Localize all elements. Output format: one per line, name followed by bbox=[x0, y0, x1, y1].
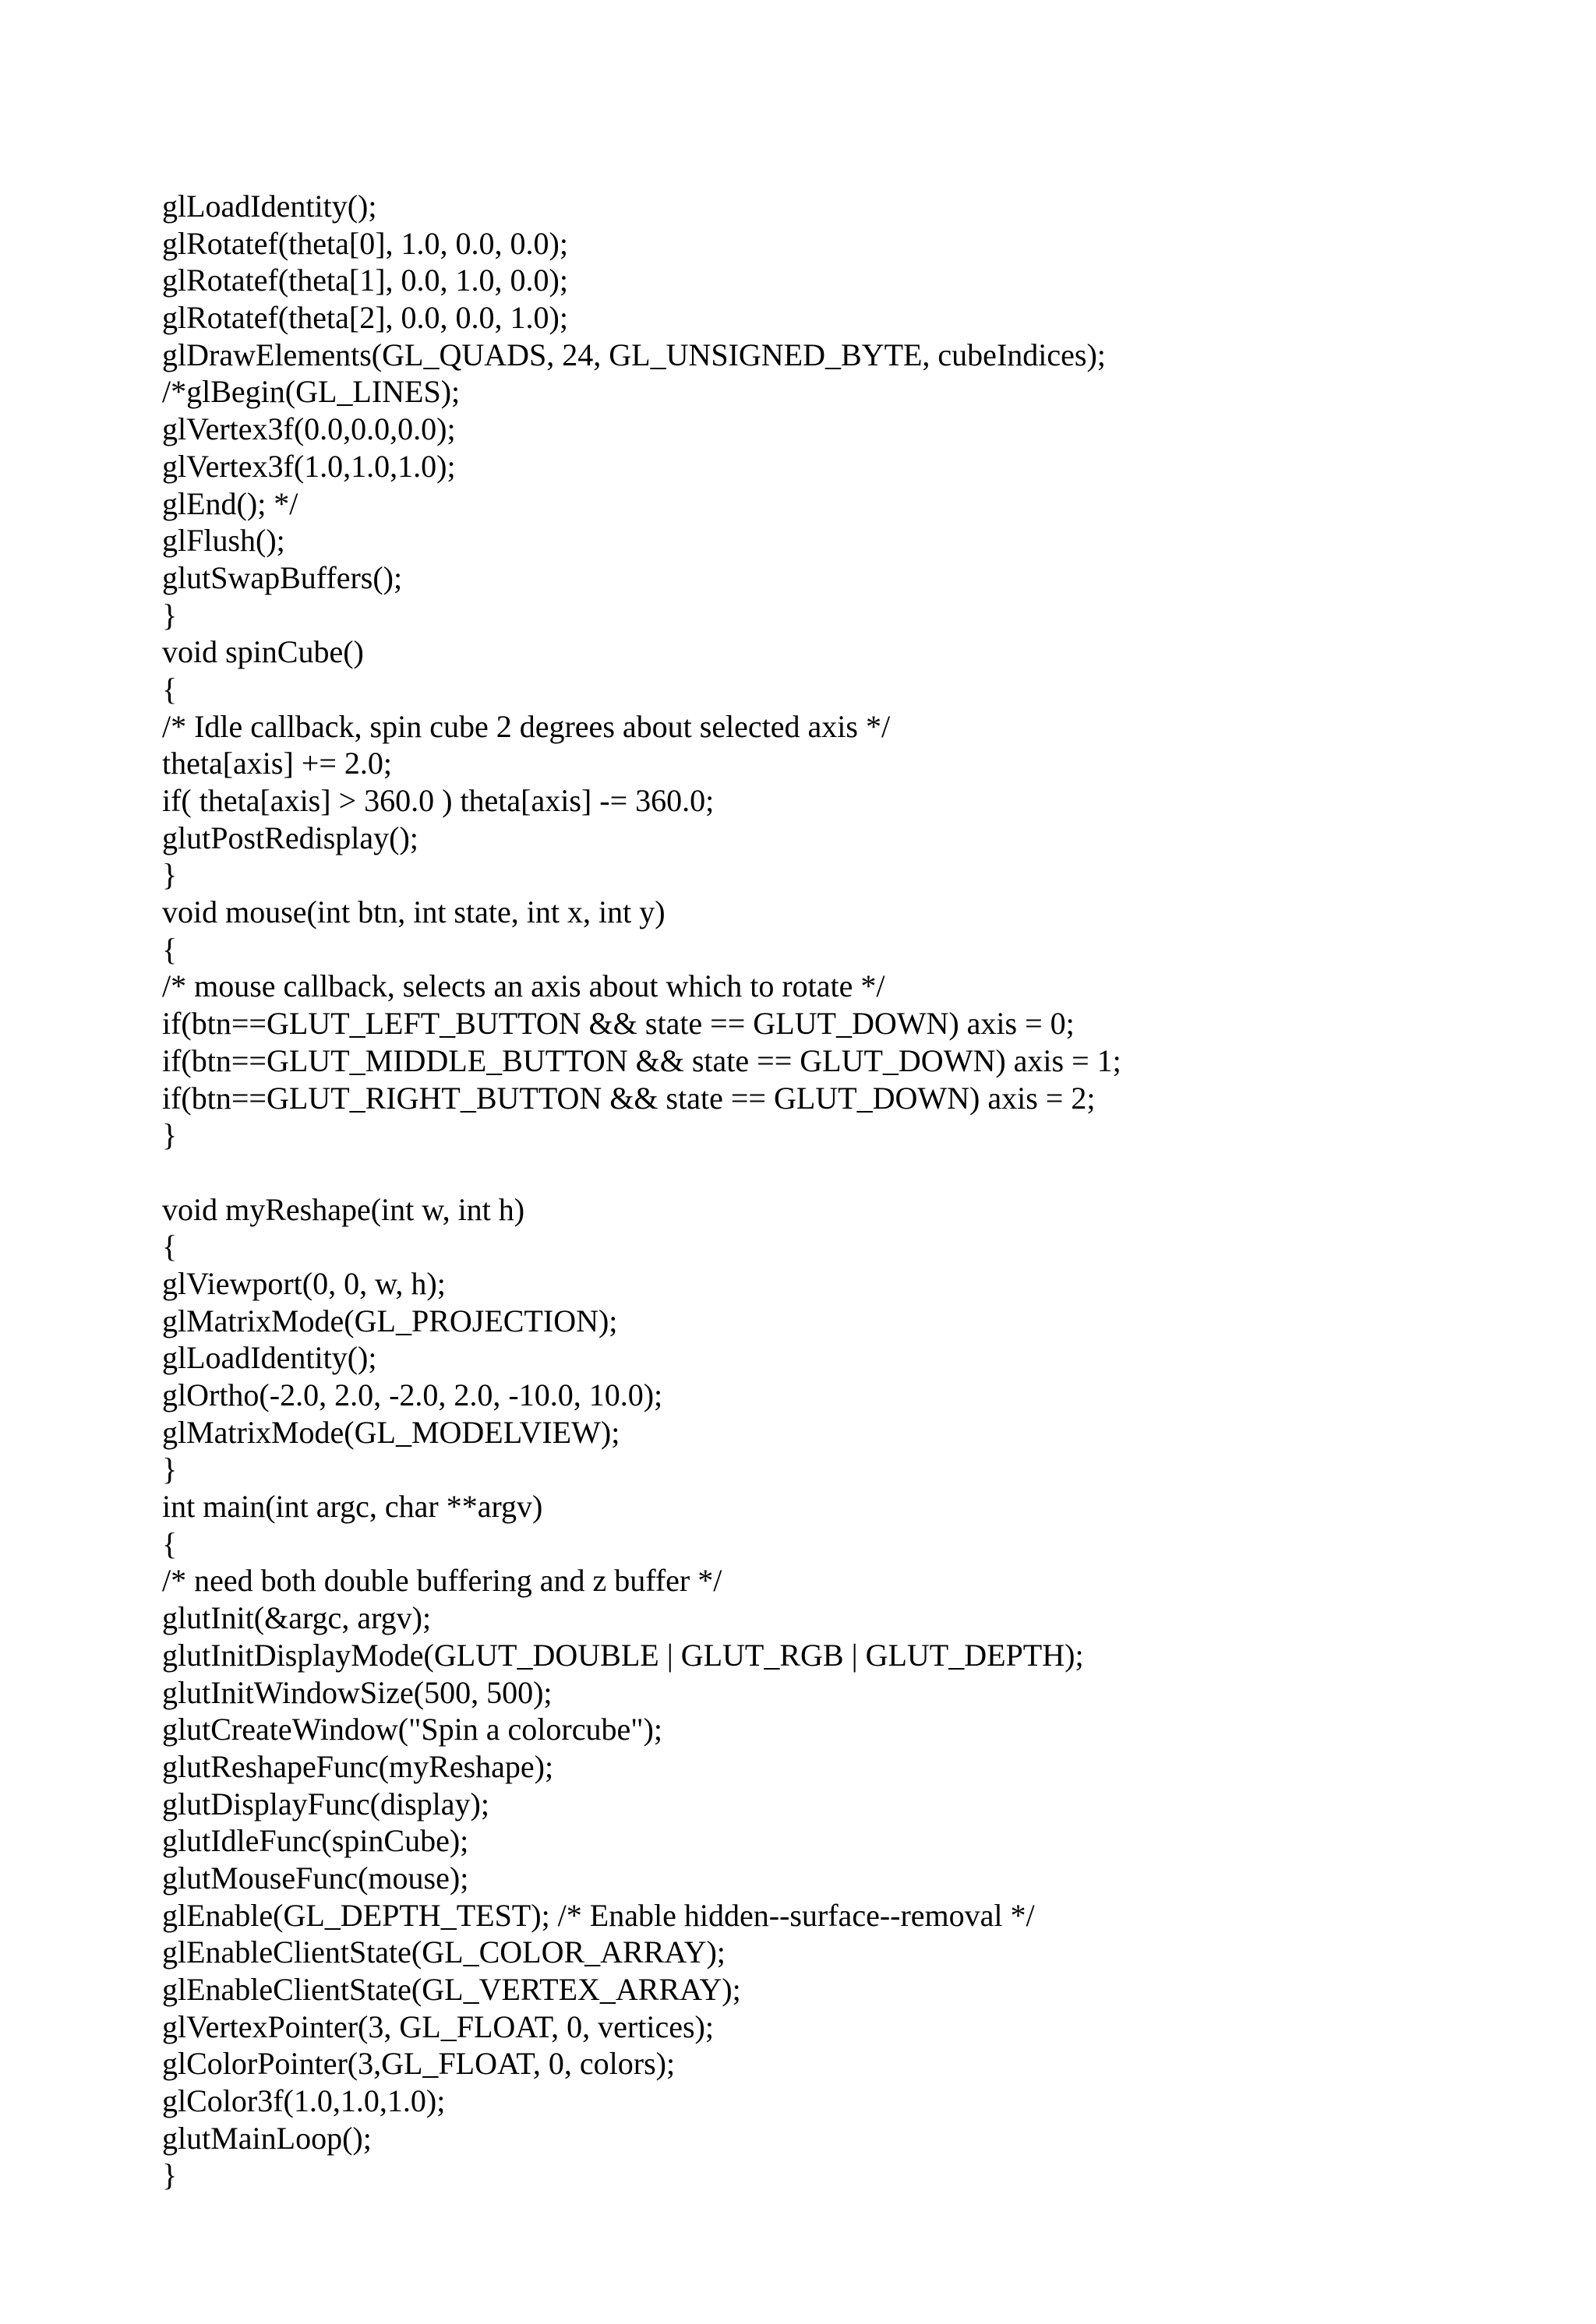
code-line: glVertexPointer(3, GL_FLOAT, 0, vertices); bbox=[162, 2008, 714, 2044]
code-line: void spinCube() bbox=[162, 634, 364, 670]
code-line: { bbox=[162, 671, 178, 707]
code-line: glutInitDisplayMode(GLUT_DOUBLE | GLUT_RGB | GLUT_DEPTH); bbox=[162, 1637, 1084, 1673]
code-line: glutPostRedisplay(); bbox=[162, 820, 418, 855]
code-line: glRotatef(theta[1], 0.0, 1.0, 0.0); bbox=[162, 263, 568, 298]
code-line: theta[axis] += 2.0; bbox=[162, 746, 393, 781]
code-line: glEnable(GL_DEPTH_TEST); /* Enable hidden--surface--removal */ bbox=[162, 1897, 1035, 1933]
code-line: glutInitWindowSize(500, 500); bbox=[162, 1674, 553, 1710]
code-line bbox=[162, 1154, 1121, 1191]
code-line: /* mouse callback, selects an axis about which to rotate */ bbox=[162, 968, 885, 1004]
code-line: } bbox=[162, 597, 178, 633]
code-line: glutDisplayFunc(display); bbox=[162, 1786, 489, 1821]
code-line: void mouse(int btn, int state, int x, int y) bbox=[162, 894, 666, 930]
code-listing bbox=[162, 188, 1121, 2194]
code-line: glutMainLoop(); bbox=[162, 2120, 372, 2156]
code-line: int main(int argc, char **argv) bbox=[162, 1489, 543, 1525]
code-line: glVertex3f(1.0,1.0,1.0); bbox=[162, 448, 456, 484]
code-line: glutMouseFunc(mouse); bbox=[162, 1860, 469, 1896]
code-line: glutReshapeFunc(myReshape); bbox=[162, 1748, 554, 1784]
code-line: glLoadIdentity(); bbox=[162, 1340, 377, 1376]
code-line: glViewport(0, 0, w, h); bbox=[162, 1265, 446, 1301]
code-line: if(btn==GLUT_RIGHT_BUTTON && state == GLUT_DOWN) axis = 2; bbox=[162, 1080, 1096, 1116]
code-line: } bbox=[162, 1451, 178, 1487]
code-line: glutIdleFunc(spinCube); bbox=[162, 1823, 469, 1859]
code-line: glDrawElements(GL_QUADS, 24, GL_UNSIGNED_BYTE, cubeIndices); bbox=[162, 337, 1106, 372]
code-line: glutInit(&argc, argv); bbox=[162, 1600, 432, 1636]
code-line: glEnableClientState(GL_COLOR_ARRAY); bbox=[162, 1934, 726, 1970]
code-line: { bbox=[162, 1229, 178, 1264]
code-line: { bbox=[162, 1525, 178, 1561]
code-line: glEnd(); */ bbox=[162, 485, 298, 521]
code-line: } bbox=[162, 857, 178, 893]
code-line: glRotatef(theta[2], 0.0, 0.0, 1.0); bbox=[162, 300, 568, 336]
code-line: { bbox=[162, 931, 178, 967]
code-line: glLoadIdentity(); bbox=[162, 189, 377, 224]
code-line: glColorPointer(3,GL_FLOAT, 0, colors); bbox=[162, 2046, 676, 2082]
code-line: /* Idle callback, spin cube 2 degrees about selected axis */ bbox=[162, 708, 891, 744]
code-line: /*glBegin(GL_LINES); bbox=[162, 374, 461, 410]
code-line: /* need both double buffering and z buffer */ bbox=[162, 1563, 722, 1599]
code-line: glOrtho(-2.0, 2.0, -2.0, 2.0, -10.0, 10.0); bbox=[162, 1377, 663, 1412]
code-line: void myReshape(int w, int h) bbox=[162, 1191, 525, 1227]
code-line: glutCreateWindow("Spin a colorcube"); bbox=[162, 1712, 662, 1747]
code-line: glMatrixMode(GL_PROJECTION); bbox=[162, 1303, 618, 1338]
code-line: glRotatef(theta[0], 1.0, 0.0, 0.0); bbox=[162, 225, 568, 261]
code-line: if( theta[axis] > 360.0 ) theta[axis] -= 360.0; bbox=[162, 783, 715, 818]
code-line: glColor3f(1.0,1.0,1.0); bbox=[162, 2083, 446, 2119]
code-line: } bbox=[162, 1117, 178, 1153]
code-line: glutSwapBuffers(); bbox=[162, 559, 403, 595]
code-line: glMatrixMode(GL_MODELVIEW); bbox=[162, 1414, 620, 1450]
code-line: glFlush(); bbox=[162, 523, 285, 559]
code-line: if(btn==GLUT_MIDDLE_BUTTON && state == GLUT_DOWN) axis = 1; bbox=[162, 1042, 1121, 1078]
code-line: if(btn==GLUT_LEFT_BUTTON && state == GLUT_DOWN) axis = 0; bbox=[162, 1006, 1075, 1042]
code-line: glEnableClientState(GL_VERTEX_ARRAY); bbox=[162, 1972, 741, 2007]
code-line: } bbox=[162, 2157, 178, 2193]
code-line: glVertex3f(0.0,0.0,0.0); bbox=[162, 411, 456, 447]
